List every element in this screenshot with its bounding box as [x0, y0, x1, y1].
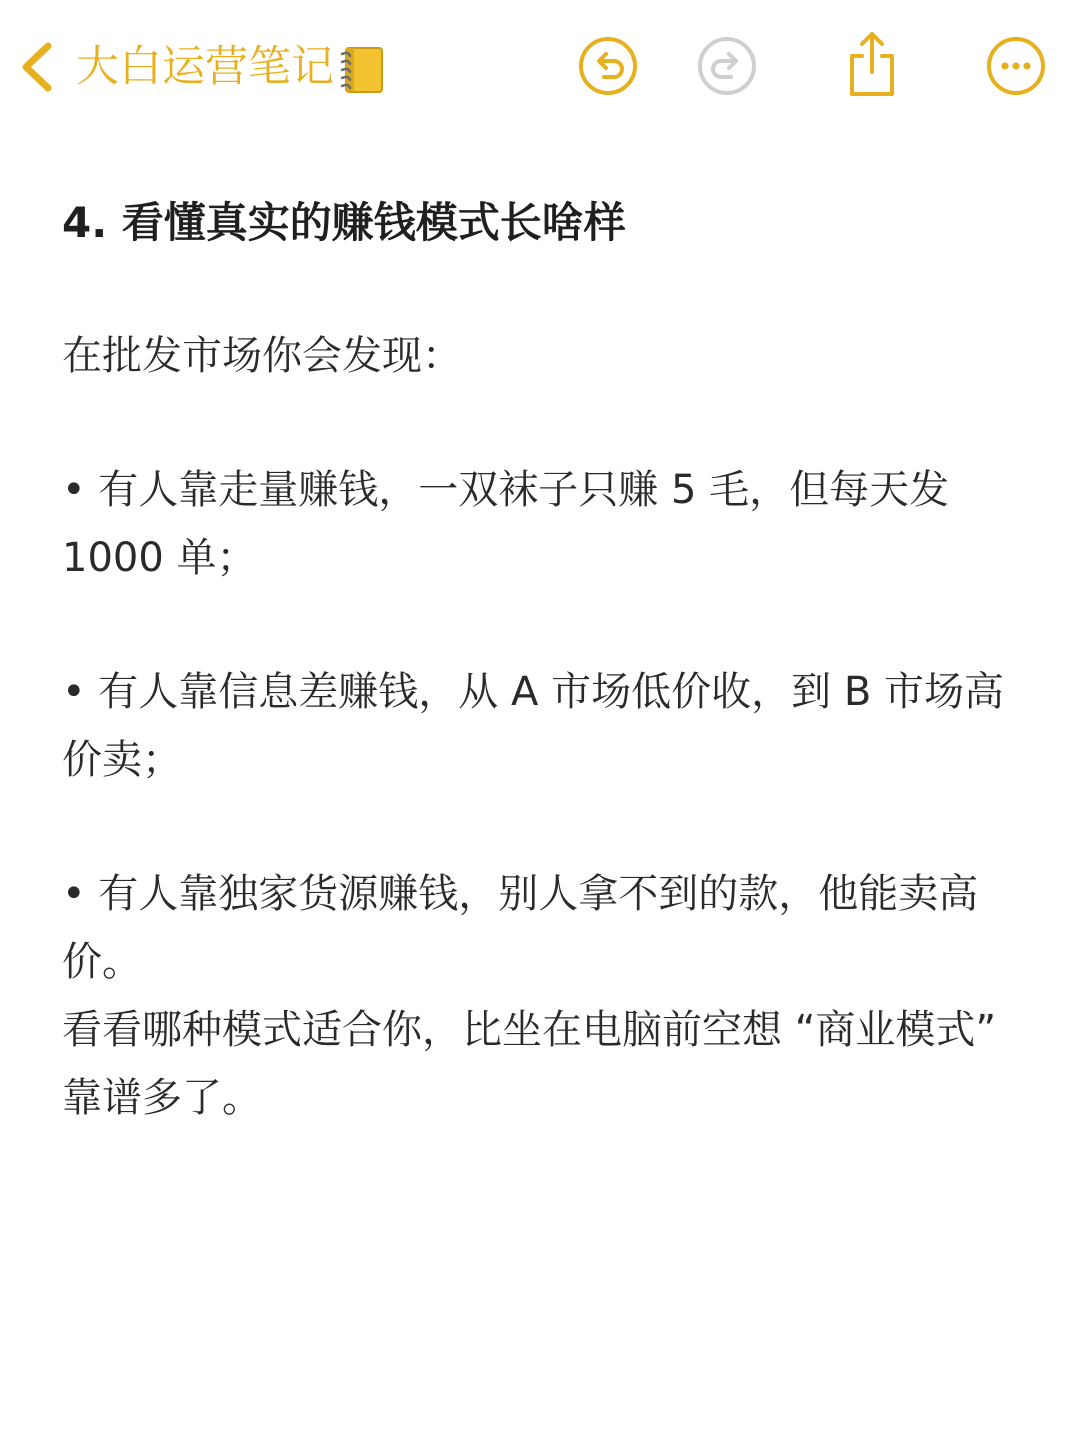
- back-button[interactable]: [14, 36, 386, 98]
- redo-button[interactable]: [695, 34, 759, 98]
- back-label: [76, 36, 386, 98]
- share-icon: [840, 28, 904, 100]
- share-button[interactable]: [840, 28, 904, 92]
- note-intro: 在批发市场你会发现：: [62, 333, 462, 379]
- note-bullet-3: • 有人靠独家货源赚钱，别人拿不到的款，他能卖高价。: [62, 871, 979, 985]
- notes-folder-title: 大白运营笔记: [76, 42, 334, 92]
- redo-icon: [695, 34, 759, 98]
- note-heading: 4. 看懂真实的赚钱模式长啥样: [62, 198, 626, 247]
- chevron-left-icon: [14, 36, 60, 98]
- note-body[interactable]: [62, 190, 1022, 1132]
- note-closing: 看看哪种模式适合你，比坐在电脑前空想 “商业模式” 靠谱多了。: [62, 1007, 997, 1121]
- more-button[interactable]: [984, 34, 1048, 98]
- notebook-icon: [338, 44, 386, 96]
- note-bullet-1: • 有人靠走量赚钱，一双袜子只赚 5 毛，但每天发 1000 单；: [62, 467, 950, 581]
- navigation-bar: [0, 0, 1080, 130]
- undo-icon: [576, 34, 640, 98]
- note-bullet-2: • 有人靠信息差赚钱，从 A 市场低价收，到 B 市场高价卖；: [62, 669, 1004, 783]
- undo-button[interactable]: [576, 34, 640, 98]
- more-icon: [984, 34, 1048, 98]
